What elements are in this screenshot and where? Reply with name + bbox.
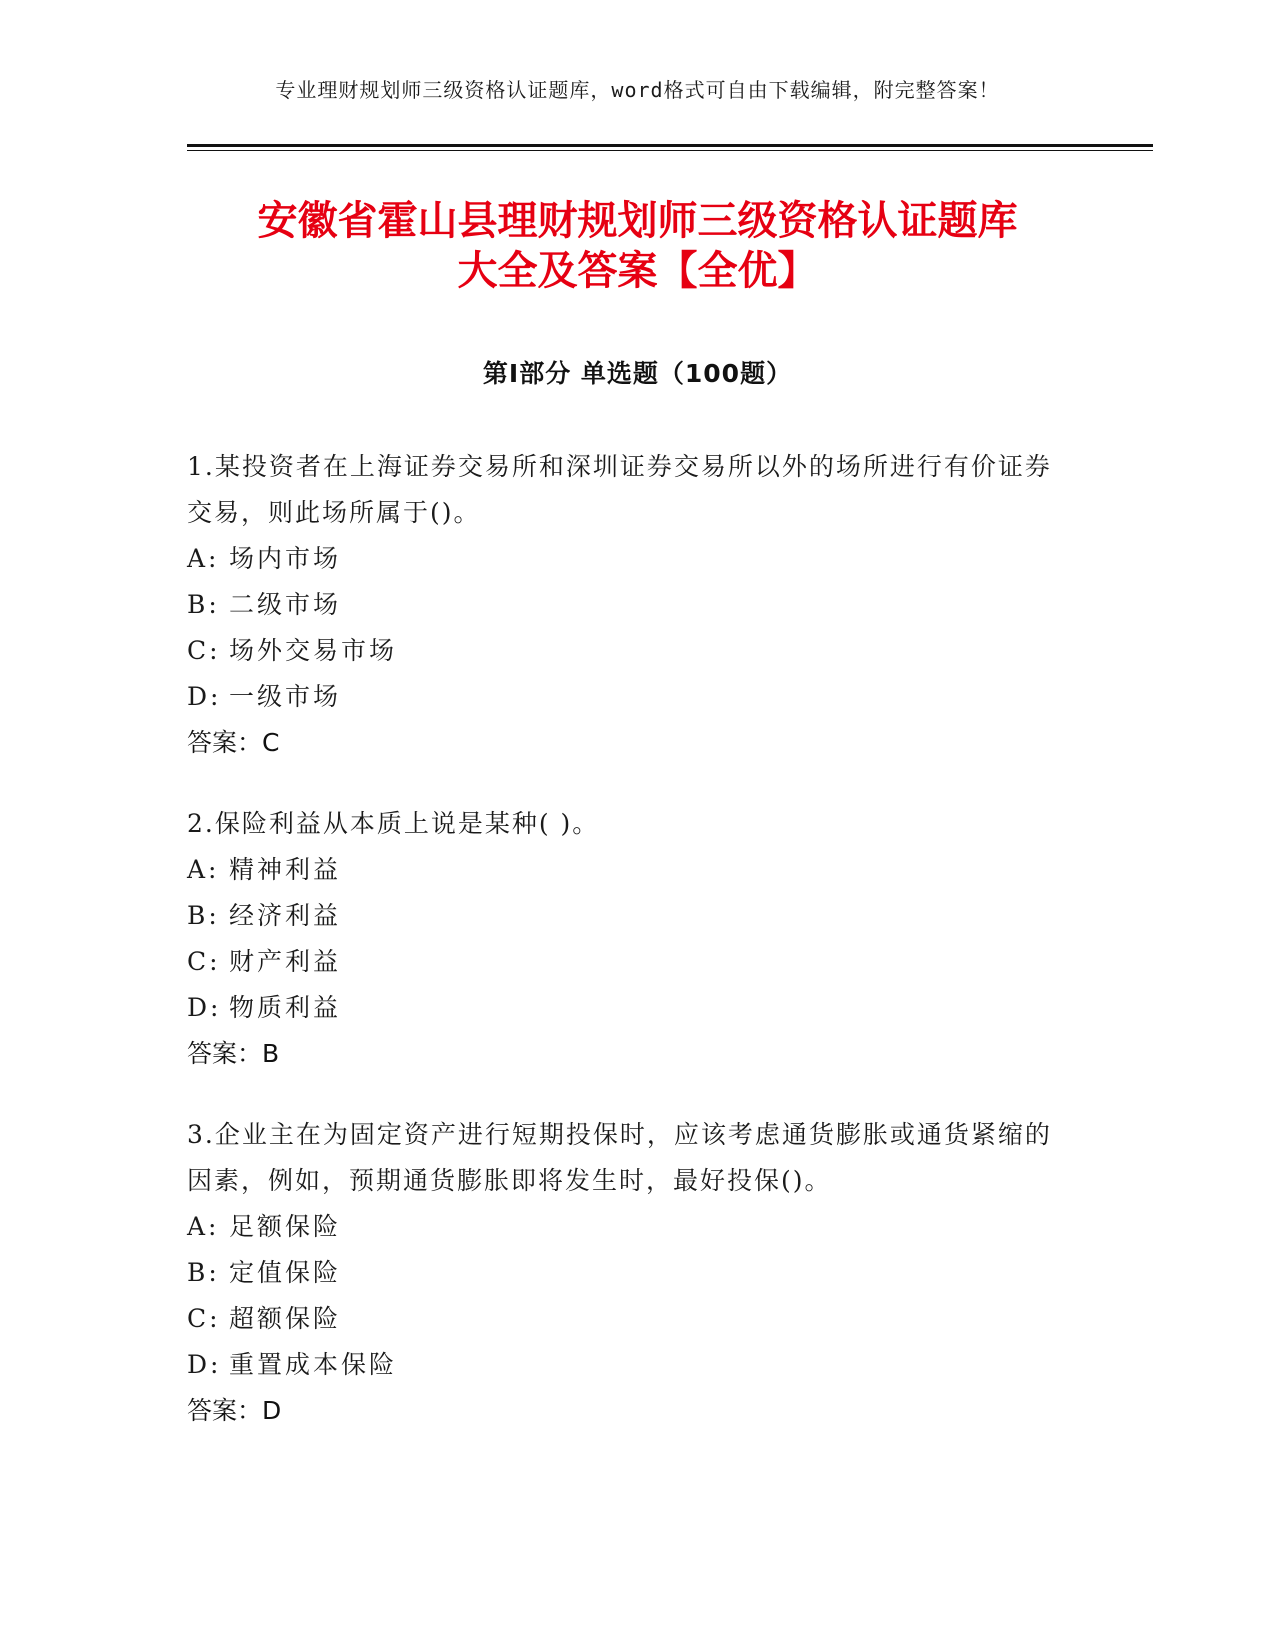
document-title-line-2: 大全及答案【全优】 <box>457 248 818 294</box>
option-key: D: <box>187 682 222 711</box>
question-1 <box>187 444 1067 766</box>
document-title-line-1: 安徽省霍山县理财规划师三级资格认证题库 <box>257 198 1018 244</box>
option-d <box>187 985 1067 1031</box>
header-rule-thick <box>187 144 1153 147</box>
option-a <box>187 536 1067 582</box>
question-stem: 2.保险利益从本质上说是某种( )。 <box>187 809 600 838</box>
option-text: 精神利益 <box>229 855 342 884</box>
option-key: B: <box>187 901 220 930</box>
answer-line: 答案：D <box>187 1396 282 1425</box>
option-text: 超额保险 <box>229 1304 342 1333</box>
option-text: 一级市场 <box>229 682 342 711</box>
document-title <box>150 196 1125 296</box>
option-key: A: <box>187 1212 220 1241</box>
option-key: A: <box>187 544 220 573</box>
option-key: C: <box>187 947 221 976</box>
option-key: D: <box>187 1350 222 1379</box>
option-d <box>187 674 1067 720</box>
option-b <box>187 1250 1067 1296</box>
answer-line: 答案：C <box>187 728 280 757</box>
option-b <box>187 582 1067 628</box>
option-key: C: <box>187 1304 221 1333</box>
section-heading: 第Ⅰ部分 单选题（100题） <box>482 359 793 388</box>
option-c <box>187 1296 1067 1342</box>
option-text: 场外交易市场 <box>229 636 398 665</box>
option-a <box>187 847 1067 893</box>
option-c <box>187 628 1067 674</box>
page-header: 专业理财规划师三级资格认证题库，word格式可自由下载编辑，附完整答案！ <box>275 78 1000 102</box>
option-text: 财产利益 <box>229 947 342 976</box>
answer-line: 答案：B <box>187 1039 280 1068</box>
option-a <box>187 1204 1067 1250</box>
option-text: 场内市场 <box>229 544 342 573</box>
question-3 <box>187 1112 1067 1434</box>
option-key: B: <box>187 1258 220 1287</box>
option-key: B: <box>187 590 220 619</box>
option-text: 经济利益 <box>229 901 342 930</box>
option-text: 重置成本保险 <box>229 1350 398 1379</box>
option-text: 定值保险 <box>229 1258 342 1287</box>
option-key: D: <box>187 993 222 1022</box>
option-c <box>187 939 1067 985</box>
option-b <box>187 893 1067 939</box>
question-list <box>187 444 1067 1469</box>
option-key: A: <box>187 855 220 884</box>
option-text: 二级市场 <box>229 590 342 619</box>
option-key: C: <box>187 636 221 665</box>
question-2 <box>187 801 1067 1077</box>
header-rule-thin <box>187 150 1153 151</box>
option-text: 物质利益 <box>229 993 342 1022</box>
question-stem: 3.企业主在为固定资产进行短期投保时，应该考虑通货膨胀或通货紧缩的因素，例如，预期通货膨胀即将发生时，最好投保()。 <box>187 1120 1052 1195</box>
question-stem: 1.某投资者在上海证券交易所和深圳证券交易所以外的场所进行有价证券交易，则此场所属于()。 <box>187 452 1052 527</box>
option-text: 足额保险 <box>229 1212 342 1241</box>
option-d <box>187 1342 1067 1388</box>
